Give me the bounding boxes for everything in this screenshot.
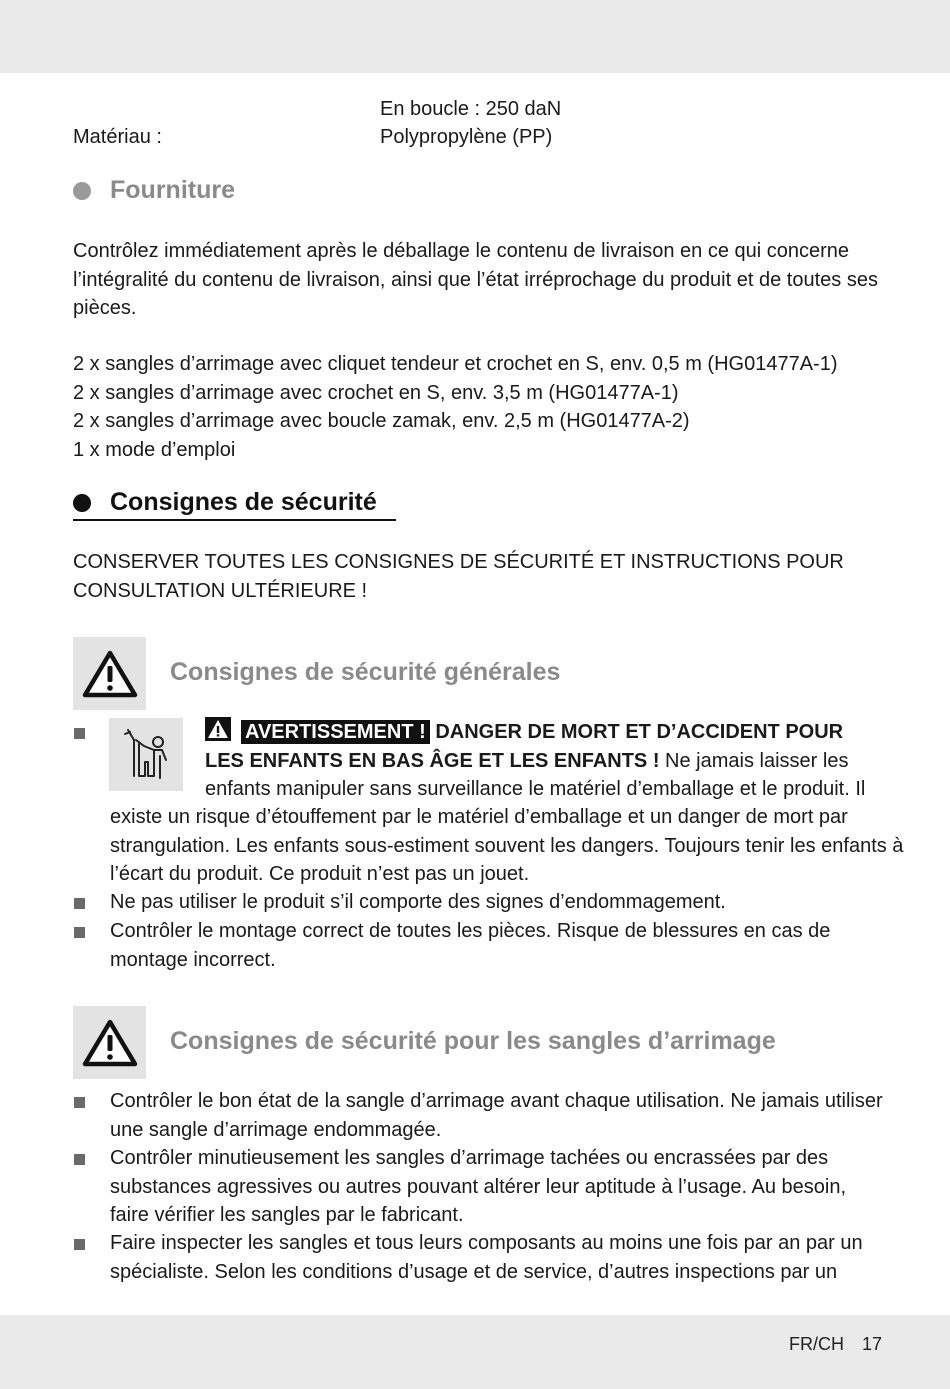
text-line: Contrôler le montage correct de toutes les pièces. Risque de blessures en cas de	[110, 920, 831, 942]
warning-line	[205, 717, 895, 747]
list-item	[110, 1144, 846, 1230]
text-line: une sangle d’arrimage endommagée.	[110, 1118, 442, 1141]
list-item	[110, 917, 830, 974]
warning-line: existe un risque d’étouffement par le matériel d’emballage et un danger de mort par	[110, 806, 848, 828]
bullet-square-icon	[74, 927, 85, 938]
heading-underline	[73, 519, 396, 521]
list-item: 2 x sangles d’arrimage avec crochet en S, env. 3,5 m (HG01477A-1)	[73, 381, 679, 404]
bullet-dot-icon	[73, 494, 91, 512]
text-line: Contrôler le bon état de la sangle d’arrimage avant chaque utilisation. Ne jamais utiliser	[110, 1090, 883, 1112]
text-line: Contrôler minutieusement les sangles d’arrimage tachées ou encrassées par des	[110, 1147, 829, 1169]
warning-triangle-box	[73, 637, 146, 710]
bullet-square-icon	[74, 898, 85, 909]
spec-material-label: Matériau :	[73, 126, 162, 148]
warning-triangle-icon	[82, 1018, 138, 1068]
footer-locale: FR/CH	[788, 1334, 844, 1354]
warning-line	[205, 747, 895, 776]
warning-triangle-box	[73, 1006, 146, 1079]
warning-line: strangulation. Les enfants sous-estiment souvent les dangers. Toujours tenir les enfants à	[110, 834, 904, 857]
list-item	[110, 1229, 863, 1286]
list-item: 2 x sangles d’arrimage avec cliquet tendeur et crochet en S, env. 0,5 m (HG01477A-1)	[73, 353, 838, 375]
child-hazard-icon	[120, 726, 172, 784]
warning-badge-icon	[205, 717, 231, 741]
warning-badge-label: AVERTISSEMENT !	[241, 720, 430, 744]
text-line: Faire inspecter les sangles et tous leurs composants au moins une fois par an par un	[110, 1232, 863, 1254]
spec-loop-value: En boucle : 250 daN	[380, 98, 562, 120]
list-item	[110, 1087, 883, 1144]
page-number: 17	[861, 1334, 882, 1354]
warning-line: l’écart du produit. Ce produit n’est pas un jouet.	[110, 863, 530, 885]
text-line: faire vérifier les sangles par le fabricant.	[110, 1204, 464, 1226]
warning-children-continued	[110, 803, 904, 889]
text-line: CONSULTATION ULTÉRIEURE !	[73, 579, 368, 602]
warning-triangle-icon	[82, 649, 138, 699]
bullet-square-icon	[74, 728, 85, 739]
text-line: Contrôlez immédiatement après le déballage le contenu de livraison en ce qui concerne	[73, 240, 850, 262]
text-line: substances agressives ou autres pouvant altérer leur aptitude à l’usage. Au besoin,	[110, 1175, 847, 1198]
bullet-square-icon	[74, 1154, 85, 1165]
keep-instructions-notice	[73, 548, 883, 605]
subsection-heading-sangles: Consignes de sécurité pour les sangles d’arrimage	[170, 1027, 776, 1055]
text-line: spécialiste. Selon les conditions d’usage et de service, d’autres inspections par un	[110, 1260, 838, 1283]
list-item: 1 x mode d’emploi	[73, 438, 236, 461]
top-margin-band	[0, 0, 950, 73]
spec-material-value: Polypropylène (PP)	[380, 126, 553, 148]
bullet-dot-icon	[73, 182, 91, 200]
list-item: Ne pas utiliser le produit s’il comporte des signes d’endommagement.	[110, 891, 726, 913]
text-line: montage incorrect.	[110, 948, 276, 971]
warning-text: Ne jamais laisser les	[659, 749, 849, 772]
list-item: 2 x sangles d’arrimage avec boucle zamak, env. 2,5 m (HG01477A-2)	[73, 410, 690, 432]
text-line: pièces.	[73, 297, 137, 319]
warning-danger-text: DANGER DE MORT ET D’ACCIDENT POUR	[435, 721, 844, 743]
warning-children-block	[205, 717, 895, 804]
text-line: CONSERVER TOUTES LES CONSIGNES DE SÉCURITÉ ET INSTRUCTIONS POUR	[73, 551, 844, 573]
section-heading-fourniture	[73, 176, 235, 205]
page-footer	[789, 1334, 882, 1355]
subsection-heading-generales: Consignes de sécurité générales	[170, 658, 561, 686]
heading-text: Consignes de sécurité	[110, 488, 377, 516]
bullet-square-icon	[74, 1097, 85, 1108]
text-line: l’intégralité du contenu de livraison, ainsi que l’état irréprochage du produit et de toutes ses	[73, 268, 878, 291]
child-hazard-box	[109, 718, 183, 791]
fourniture-item-list	[73, 350, 883, 464]
fourniture-intro	[73, 237, 883, 323]
warning-line: enfants manipuler sans surveillance le matériel d’emballage et le produit. Il	[205, 778, 866, 800]
heading-text: Fourniture	[110, 176, 235, 204]
section-heading-consignes	[73, 488, 377, 517]
warning-children-text: LES ENFANTS EN BAS ÂGE ET LES ENFANTS !	[205, 749, 660, 772]
bullet-square-icon	[74, 1239, 85, 1250]
